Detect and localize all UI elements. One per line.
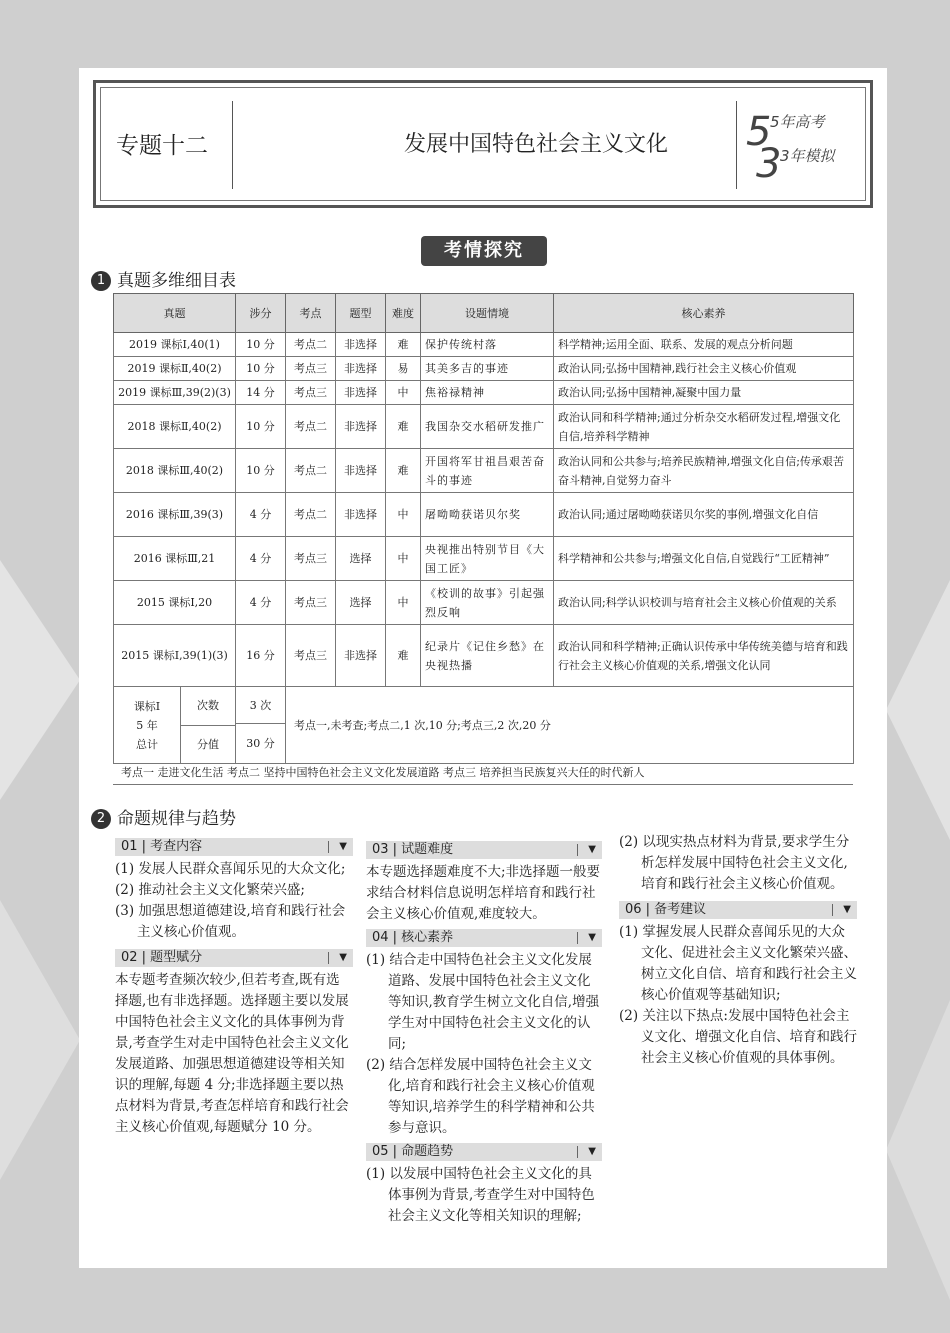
summary-label-cell xyxy=(114,687,236,764)
table-row xyxy=(114,581,854,625)
list-item: (1) 以发展中国特色社会主义文化的具体事例为背景,考查学生对中国特色社会主义文化等相关知识的理解; xyxy=(366,1166,595,1224)
exam-table xyxy=(113,293,854,764)
list-item: (1) 掌握发展人民群众喜闻乐见的大众文化、促进社会主义文化繁荣兴盛、树立文化自信、培育和践行社会主义核心价值观等基础知识; xyxy=(619,924,857,1003)
cell: 政治认同和公共参与;培养民族精神,增强文化自信;传承艰苦奋斗精神,自觉努力奋斗 xyxy=(554,449,854,493)
block-label: 05 | 命题趋势 xyxy=(372,1144,454,1159)
list-item: (2) 关注以下热点:发展中国特色社会主义文化、增强文化自信、培育和践行社会主义核心价值观的具体事例。 xyxy=(619,1008,857,1066)
cell: 焦裕禄精神 xyxy=(421,381,554,405)
section-number: 1 xyxy=(91,271,111,291)
cell: 中 xyxy=(386,493,421,537)
bg-triangle xyxy=(0,900,80,1180)
column-1 xyxy=(115,838,353,1138)
cell: 考点三 xyxy=(286,537,336,581)
cell: 政治认同和科学精神;通过分析杂交水稻研发过程,增强文化自信,培养科学精神 xyxy=(554,405,854,449)
column-3 xyxy=(619,832,857,1069)
svg-text:3: 3 xyxy=(756,141,782,183)
cell: 10 分 xyxy=(236,449,286,493)
cell: 2015 课标Ⅰ,39(1)(3) xyxy=(114,625,236,687)
cell: 我国杂交水稻研发推广 xyxy=(421,405,554,449)
block-05-header xyxy=(366,1143,602,1161)
bg-triangle xyxy=(886,580,950,840)
summary-row xyxy=(114,687,854,724)
block-06-header xyxy=(619,901,857,919)
cell: 2018 课标Ⅱ,40(2) xyxy=(114,405,236,449)
table-row xyxy=(114,357,854,381)
cell: 政治认同;科学认识校训与培育社会主义核心价值观的关系 xyxy=(554,581,854,625)
section-1-heading xyxy=(91,266,236,291)
list-item: (3) 加强思想道德建设,培育和践行社会主义核心价值观。 xyxy=(115,903,346,940)
cell: 政治认同和科学精神;正确认识传承中华传统美德与培育和践行社会主义核心价值观的关系,增强文化认同 xyxy=(554,625,854,687)
list-item: (2) 结合怎样发展中国特色社会主义文化,培育和践行社会主义核心价值观等知识,培养学生的科学精神和公共参与意识。 xyxy=(366,1057,595,1136)
cell: 《校训的故事》引起强烈反响 xyxy=(421,581,554,625)
section-2-title: 命题规律与趋势 xyxy=(117,809,236,829)
count-label: 次数 xyxy=(181,687,236,725)
cell: 4 分 xyxy=(236,493,286,537)
page-title: 发展中国特色社会主义文化 xyxy=(403,132,668,157)
cell: 非选择 xyxy=(336,493,386,537)
cell: 非选择 xyxy=(336,381,386,405)
cell: 纪录片《记住乡愁》在央视热播 xyxy=(421,625,554,687)
page xyxy=(79,68,887,1268)
cell: 考点二 xyxy=(286,333,336,357)
table-row xyxy=(114,625,854,687)
triangle-down-icon: ▼ xyxy=(843,904,851,915)
cell: 考点三 xyxy=(286,581,336,625)
cell: 保护传统村落 xyxy=(421,333,554,357)
cell: 2019 课标Ⅲ,39(2)(3) xyxy=(114,381,236,405)
cell: 政治认同;通过屠呦呦获诺贝尔奖的事例,增强文化自信 xyxy=(554,493,854,537)
cell: 非选择 xyxy=(336,357,386,381)
score-label: 分值 xyxy=(197,737,219,751)
block-04-header xyxy=(366,929,602,947)
section-2-heading xyxy=(91,804,236,829)
block-02-header xyxy=(115,949,353,967)
block-paragraph: 本专题考查频次较少,但若考查,既有选择题,也有非选择题。选择题主要以发展中国特色社会主义文化的具体事例为背景,考查学生对走中国特色社会主义文化发展道路、加强思想道德建设等相关知识的理解,每题 4 分;非选择题主要以热点材料为背景,考查怎样培育和践行社会主义核心价值观,每题赋分 10 分。 xyxy=(115,972,349,1135)
triangle-down-icon: ▼ xyxy=(588,1146,596,1157)
table-row xyxy=(114,333,854,357)
cell: 2016 课标Ⅲ,21 xyxy=(114,537,236,581)
list-item: (1) 结合走中国特色社会主义文化发展道路、发展中国特色社会主义文化等知识,教育学生树立文化自信,增强学生对中国特色社会主义文化的认同; xyxy=(366,952,600,1052)
section-1-title: 真题多维细目表 xyxy=(117,271,236,291)
table-row xyxy=(114,493,854,537)
cell: 非选择 xyxy=(336,449,386,493)
cell: 2015 课标Ⅰ,20 xyxy=(114,581,236,625)
summary-label-line: 5 年 xyxy=(136,718,158,732)
summary-label-line: 课标Ⅰ xyxy=(133,699,161,713)
cell: 政治认同;弘扬中国精神,践行社会主义核心价值观 xyxy=(554,357,854,381)
header-divider xyxy=(736,101,737,189)
cell: 科学精神;运用全面、联系、发展的观点分析问题 xyxy=(554,333,854,357)
cell: 10 分 xyxy=(236,357,286,381)
cell: 中 xyxy=(386,537,421,581)
cell: 难 xyxy=(386,405,421,449)
triangle-down-icon: ▼ xyxy=(588,844,596,855)
cell: 10 分 xyxy=(236,333,286,357)
cell: 政治认同;弘扬中国精神,凝聚中国力量 xyxy=(554,381,854,405)
block-label: 01 | 考查内容 xyxy=(121,839,203,854)
cell: 考点二 xyxy=(286,493,336,537)
cell: 非选择 xyxy=(336,333,386,357)
list-item: (2) 推动社会主义文化繁荣兴盛; xyxy=(115,882,305,898)
cell: 2019 课标Ⅰ,40(1) xyxy=(114,333,236,357)
col-header: 核心素养 xyxy=(554,294,854,333)
header-box xyxy=(93,80,873,208)
cell: 科学精神和公共参与;增强文化自信,自觉践行“工匠精神” xyxy=(554,537,854,581)
cell: 难 xyxy=(386,449,421,493)
cell: 非选择 xyxy=(336,625,386,687)
col-header: 难度 xyxy=(386,294,421,333)
cell: 考点三 xyxy=(286,357,336,381)
cell: 选择 xyxy=(336,581,386,625)
triangle-down-icon: ▼ xyxy=(339,841,347,852)
section-badge: 考情探究 xyxy=(421,236,547,266)
triangle-down-icon: ▼ xyxy=(339,952,347,963)
block-03-header xyxy=(366,841,602,859)
summary-detail: 考点一,未考查;考点二,1 次,10 分;考点三,2 次,20 分 xyxy=(286,687,854,764)
cell: 14 分 xyxy=(236,381,286,405)
table-row xyxy=(114,405,854,449)
column-2 xyxy=(366,841,602,1227)
cell: 考点三 xyxy=(286,625,336,687)
block-label: 03 | 试题难度 xyxy=(372,842,454,857)
block-label: 06 | 备考建议 xyxy=(625,902,707,917)
col-header: 设题情境 xyxy=(421,294,554,333)
svg-text:5: 5 xyxy=(746,109,772,155)
col-header: 涉分 xyxy=(236,294,286,333)
cell: 央视推出特别节目《大国工匠》 xyxy=(421,537,554,581)
cell: 开国将军甘祖昌艰苦奋斗的事迹 xyxy=(421,449,554,493)
cell: 非选择 xyxy=(336,405,386,449)
cell: 4 分 xyxy=(236,537,286,581)
logo-text-a: 5年高考 xyxy=(770,113,825,131)
table-row xyxy=(114,537,854,581)
summary-label xyxy=(114,687,181,763)
cell: 选择 xyxy=(336,537,386,581)
table-header-row xyxy=(114,294,854,333)
header-divider xyxy=(232,101,233,189)
col-header: 真题 xyxy=(114,294,236,333)
cell: 考点三 xyxy=(286,381,336,405)
table-row xyxy=(114,449,854,493)
list-item: (1) 发展人民群众喜闻乐见的大众文化; xyxy=(115,861,346,877)
bg-triangle xyxy=(0,560,80,800)
bg-triangle xyxy=(886,1000,950,1300)
count-value: 3 次 xyxy=(236,687,286,724)
block-label: 02 | 题型赋分 xyxy=(121,950,203,965)
table-row xyxy=(114,381,854,405)
cell: 考点二 xyxy=(286,405,336,449)
cell: 2016 课标Ⅲ,39(3) xyxy=(114,493,236,537)
summary-label-line: 总计 xyxy=(136,737,158,751)
section-number: 2 xyxy=(91,809,111,829)
cell: 考点二 xyxy=(286,449,336,493)
cell: 2018 课标Ⅲ,40(2) xyxy=(114,449,236,493)
logo-text-b: 3年模拟 xyxy=(780,147,835,165)
triangle-down-icon: ▼ xyxy=(588,932,596,943)
cell: 中 xyxy=(386,381,421,405)
score-value: 30 分 xyxy=(236,724,286,764)
cell: 难 xyxy=(386,333,421,357)
block-paragraph: 本专题选择题难度不大;非选择题一般要求结合材料信息说明怎样培育和践行社会主义核心价值观,难度较大。 xyxy=(366,864,601,922)
cell: 2019 课标Ⅱ,40(2) xyxy=(114,357,236,381)
topic-legend: 考点一 走进文化生活 考点二 坚持中国特色社会主义文化发展道路 考点三 培养担当民族复兴大任的时代新人 xyxy=(113,762,853,785)
topic-label: 专题十二 xyxy=(116,133,208,159)
cell: 16 分 xyxy=(236,625,286,687)
cell: 易 xyxy=(386,357,421,381)
cell: 中 xyxy=(386,581,421,625)
block-01-header xyxy=(115,838,353,856)
cell: 屠呦呦获诺贝尔奖 xyxy=(421,493,554,537)
list-item: (2) 以现实热点材料为背景,要求学生分析怎样发展中国特色社会主义文化,培育和践行社会主义核心价值观。 xyxy=(619,834,850,892)
block-label: 04 | 核心素养 xyxy=(372,930,454,945)
cell: 10 分 xyxy=(236,405,286,449)
brand-logo xyxy=(744,101,856,183)
col-header: 题型 xyxy=(336,294,386,333)
cell: 难 xyxy=(386,625,421,687)
cell: 其美多吉的事迹 xyxy=(421,357,554,381)
col-header: 考点 xyxy=(286,294,336,333)
cell: 4 分 xyxy=(236,581,286,625)
